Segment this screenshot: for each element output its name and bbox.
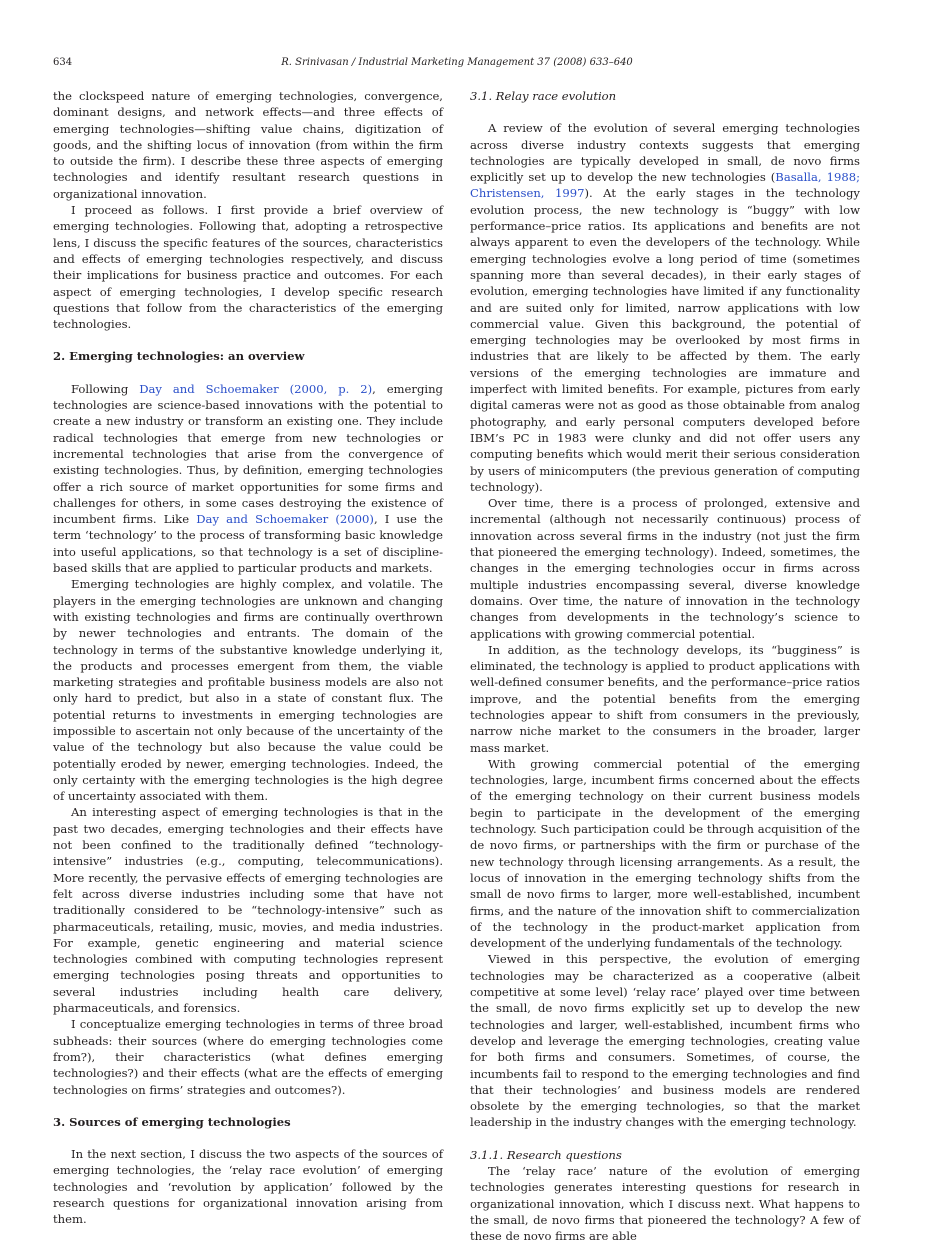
section-heading: 2. Emerging technologies: an overview	[53, 349, 305, 364]
text-run: , I use the term ‘technology’ to the process of transforming basic knowledge into useful applications, so that technology is a set of discipline-based skills that are applied to particular products and markets.	[53, 512, 443, 576]
paragraph: The ‘relay race’ nature of the evolution of emerging technologies generates interesting questions for research in organizational innovation, which I discuss next. What happens to the small, de novo firms that pioneered the technology? A few of these de novo firms are able	[470, 1164, 860, 1244]
paragraph: Emerging technologies are highly complex, and volatile. The players in the emerging technologies are unknown and changing with existing technologies and firms are continually overthrown by newer technologies and entrants. The domain of the technology in terms of the substantive knowledge underlying it, the products and processes emergent from them, the viable marketing strategies and profitable business models are also not only hard to predict, but also in a state of constant flux. The potential returns to investments in emerging technologies are impossible to ascertain not only because of the uncertainty of the value of the technology but also because the value could be potentially eroded by newer, emerging technologies. Indeed, the only certainty with the emerging technologies is the high degree of uncertainty associated with them.	[53, 577, 443, 804]
citation-link[interactable]: Day and Schoemaker (2000, p. 2)	[139, 381, 373, 396]
section-heading: 3. Sources of emerging technologies	[53, 1114, 291, 1129]
paragraph	[53, 381, 443, 577]
paragraph: An interesting aspect of emerging technologies is that in the past two decades, emerging technologies and their effects have not been confined to the traditionally defined “technology-intensive” industries (e.g., computing, telecommunications). More recently, the pervasive effects of emerging technologies are felt across diverse industries including some that have not traditionally considered to be “technology-intensive” such as pharmaceuticals, retailing, music, movies, and media industries. For example, genetic engineering and material science technologies combined with computing technologies represent emerging technologies posing threats and opportunities to several industries including health care delivery, pharmaceuticals, and forensics.	[53, 805, 443, 1016]
paragraph: I proceed as follows. I first provide a brief overview of emerging technologies. Following that, adopting a retrospective lens, I discuss the specific features of the sources, characteristics and effects of emerging technologies respectively, and discuss their implications for business practice and outcomes. For each aspect of emerging technologies, I develop specific research questions that follow from the characteristics of the emerging technologies.	[53, 203, 443, 332]
page-header	[53, 57, 861, 71]
page-number: 634	[53, 57, 73, 68]
paragraph: In addition, as the technology develops, its “bugginess” is eliminated, the technology is applied to product applications with well-defined consumer benefits, and the performance–price ratios improve, and the potential benefits from the emerging technologies appear to shift from consumers in the previously, narrow niche market to the consumers in the broader, larger mass market.	[470, 642, 860, 755]
citation-link[interactable]: Day and Schoemaker (2000)	[196, 512, 374, 527]
left-column	[53, 88, 443, 1228]
paragraph: In the next section, I discuss the two aspects of the sources of emerging technologies, the ‘relay race evolution’ of emerging technologies and ‘revolution by application’ followed by the research questions for organizational innovation arising from them.	[53, 1147, 443, 1227]
subsubsection-heading: 3.1.1. Research questions	[470, 1147, 622, 1162]
subsection-heading: 3.1. Relay race evolution	[470, 89, 617, 103]
text-run: A review of the evolution of several emerging technologies across diverse industry contexts suggests that emerging technologies are typically developed in small, de novo firms explicitly set up to develop the new technologies (	[470, 121, 860, 185]
right-column	[470, 88, 860, 1244]
paragraph: I conceptualize emerging technologies in terms of three broad subheads: their sources (where do emerging technologies come from?), their characteristics (what defines emerging technologies?) and their effects (what are the effects of emerging technologies on firms’ strategies and outcomes?).	[53, 1017, 443, 1097]
text-run: ). At the early stages in the technology evolution process, the new technology is “buggy” with low performance–price ratios. Its applications and benefits are not always apparent to even the developers of the technology. While emerging technologies evolve a long period of time (sometimes spanning more than several decades), in their early stages of evolution, emerging technologies have limited if any functionality and are suited only for limited, narrow applications with low commercial value. Given this background, the potential of emerging technologies may be overlooked by most firms in industries that are likely to be affected by them. The early versions of the emerging technologies are immature and imperfect with limited benefits. For example, pictures from early digital cameras were not as good as those obtainable from analog photography, and early personal computers developed before IBM’s PC in 1983 were clunky and did not offer users any computing benefits which would merit their serious consideration by users of minicomputers (the previous generation of computing technology).	[470, 186, 860, 494]
citation-link[interactable]: Basalla, 1988; Christensen, 1997	[470, 170, 860, 201]
paragraph: With growing commercial potential of the emerging technologies, large, incumbent firms concerned about the effects of the emerging technology on their current business models begin to participate in the development of the emerging technology. Such participation could be through acquisition of the de novo firms, or partnerships with the firm or purchase of the new technology through licensing arrangements. As a result, the locus of innovation in the emerging technology shifts from the small de novo firms to larger, more well-established, incumbent firms, and the nature of the innovation shift to commercialization of the technology in the product-market application from development of the underlying fundamentals of the technology.	[470, 756, 860, 951]
text-run: Following	[71, 381, 140, 396]
paragraph: the clockspeed nature of emerging technologies, convergence, dominant designs, and network effects—and three effects of emerging technologies—shifting value chains, digitization of goods, and the shifting locus of innovation (from within the firm to outside the firm). I describe these three aspects of emerging technologies and identify resultant research questions in organizational innovation.	[53, 89, 443, 201]
paragraph: Viewed in this perspective, the evolution of emerging technologies may be characterized as a cooperative (albeit competitive at some level) ‘relay race’ played over time between the small, de novo firms explicitly set up to develop the new technologies and larger, well-established, incumbent firms who develop and leverage the emerging technologies, creating value for both firms and consumers. Sometimes, of course, the incumbents fail to respond to the emerging technologies and find that their technologies’ and business models are rendered obsolete by the emerging technologies, so that the market leadership in the industry changes with the emerging technology.	[470, 952, 860, 1130]
text-run: , emerging technologies are science-based innovations with the potential to create a new industry or transform an existing one. They include radical technologies that emerge from new technologies or incremental technologies that arise from the convergence of existing technologies. Thus, by definition, emerging technologies offer a rich source of market opportunities for some firms and challenges for others, in some cases destroying the existence of incumbent firms. Like	[53, 381, 443, 527]
running-head: R. Srinivasan / Industrial Marketing Management 37 (2008) 633–640	[281, 57, 633, 68]
paragraph	[470, 120, 860, 495]
paragraph: Over time, there is a process of prolonged, extensive and incremental (although not necessarily continuous) process of innovation across several firms in the industry (not just the firm that pioneered the emerging technology). Indeed, sometimes, the changes in the emerging technologies occur in firms across multiple industries encompassing several, diverse knowledge domains. Over time, the nature of innovation in the technology changes from developments in the technology’s science to applications with growing commercial potential.	[470, 496, 860, 641]
